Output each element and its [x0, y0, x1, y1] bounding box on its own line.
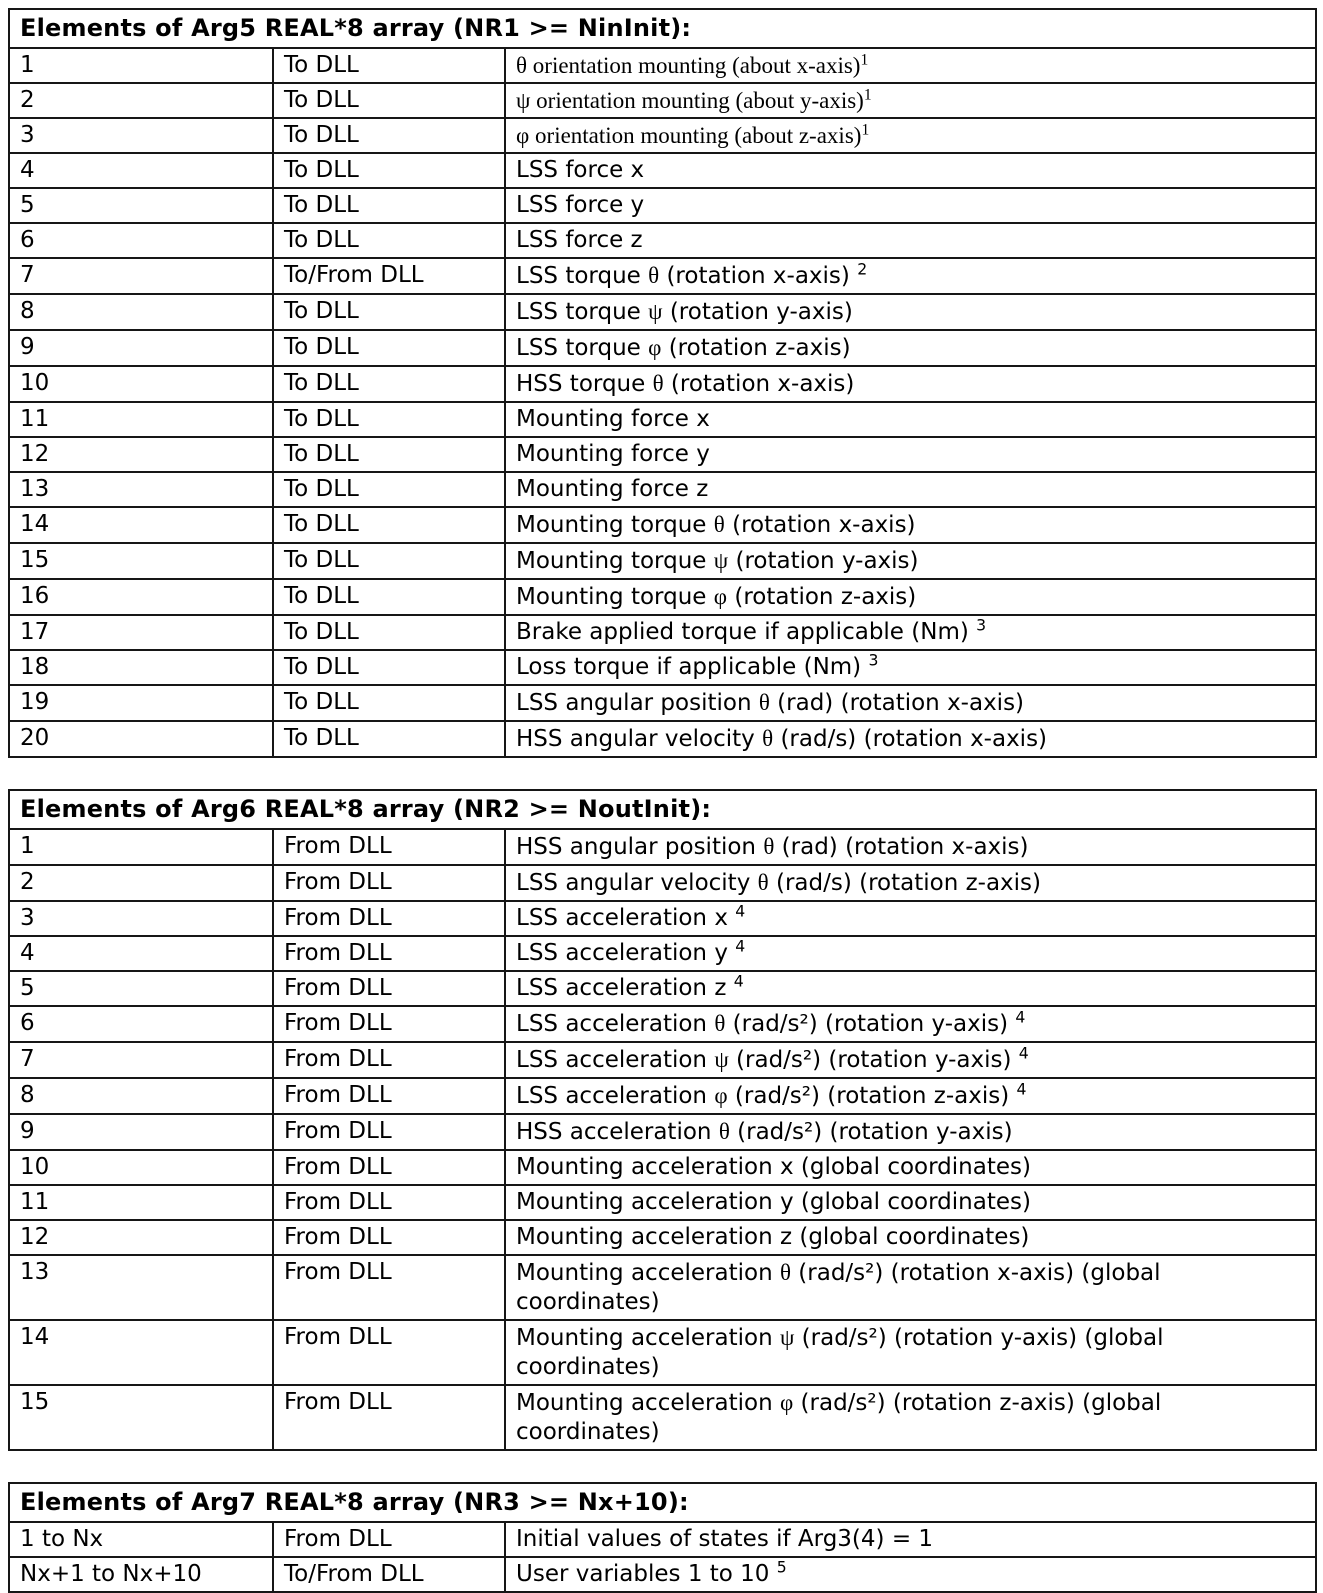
element-index-cell: 11 — [9, 402, 273, 437]
element-index-cell: 12 — [9, 437, 273, 472]
table-row — [9, 366, 1316, 402]
greek-symbol: ψ — [779, 1325, 795, 1350]
spec-table — [8, 8, 1317, 758]
greek-symbol: θ — [718, 1119, 730, 1144]
direction-cell: To DLL — [273, 507, 505, 543]
element-index-cell: 4 — [9, 153, 273, 188]
element-index-cell: 19 — [9, 685, 273, 721]
footnote-marker: 4 — [735, 901, 746, 921]
element-index-cell: 6 — [9, 223, 273, 258]
direction-cell: From DLL — [273, 971, 505, 1006]
element-index-cell: Nx+1 to Nx+10 — [9, 1557, 273, 1592]
table-row — [9, 437, 1316, 472]
element-index-cell: 10 — [9, 1150, 273, 1185]
element-index-cell: 5 — [9, 971, 273, 1006]
direction-cell: From DLL — [273, 1255, 505, 1320]
direction-cell: To DLL — [273, 685, 505, 721]
table-title: Elements of Arg5 REAL*8 array (NR1 >= NinInit): — [9, 9, 1316, 48]
table-header-row — [9, 790, 1316, 829]
table-row — [9, 721, 1316, 757]
tables-root — [8, 8, 1315, 1593]
footnote-marker: 3 — [976, 615, 987, 635]
direction-cell: To DLL — [273, 472, 505, 507]
table-row — [9, 472, 1316, 507]
table-row — [9, 83, 1316, 118]
table-row — [9, 615, 1316, 650]
element-index-cell: 9 — [9, 330, 273, 366]
direction-cell: From DLL — [273, 936, 505, 971]
description-cell: Mounting acceleration y (global coordinates) — [505, 1185, 1316, 1220]
description-cell: HSS torque θ (rotation x-axis) — [505, 366, 1316, 402]
description-cell: LSS acceleration z $^4$ — [505, 971, 1316, 1006]
greek-symbol: φ — [648, 335, 662, 360]
table-row — [9, 1185, 1316, 1220]
greek-symbol: θ — [648, 263, 660, 288]
direction-cell: To DLL — [273, 330, 505, 366]
table-title: Elements of Arg6 REAL*8 array (NR2 >= NoutInit): — [9, 790, 1316, 829]
element-index-cell: 16 — [9, 579, 273, 615]
table-row — [9, 971, 1316, 1006]
element-index-cell: 1 to Nx — [9, 1522, 273, 1557]
table-row — [9, 1320, 1316, 1385]
direction-cell: From DLL — [273, 829, 505, 865]
element-index-cell: 10 — [9, 366, 273, 402]
description-cell: Mounting acceleration z (global coordinates) — [505, 1220, 1316, 1255]
description-cell: LSS acceleration θ (rad/s²) (rotation y-axis) $^4$ — [505, 1006, 1316, 1042]
element-index-cell: 14 — [9, 1320, 273, 1385]
direction-cell: From DLL — [273, 901, 505, 936]
description-cell: Mounting acceleration x (global coordinates) — [505, 1150, 1316, 1185]
description-cell: Brake applied torque if applicable (Nm) $^3$ — [505, 615, 1316, 650]
description-cell: LSS acceleration ψ (rad/s²) (rotation y-axis) $^4$ — [505, 1042, 1316, 1078]
greek-symbol: φ — [779, 1390, 794, 1415]
table-row — [9, 258, 1316, 294]
direction-cell: From DLL — [273, 1078, 505, 1114]
table-header-row — [9, 1483, 1316, 1522]
table-row — [9, 153, 1316, 188]
footnote-marker: 4 — [733, 971, 744, 991]
table-row — [9, 901, 1316, 936]
table-row — [9, 1006, 1316, 1042]
direction-cell: From DLL — [273, 1150, 505, 1185]
direction-cell: From DLL — [273, 1006, 505, 1042]
element-index-cell: 6 — [9, 1006, 273, 1042]
table-row — [9, 294, 1316, 330]
direction-cell: From DLL — [273, 1114, 505, 1150]
greek-symbol: ψ — [714, 1047, 729, 1072]
spec-table — [8, 1482, 1317, 1593]
element-index-cell: 15 — [9, 543, 273, 579]
element-index-cell: 7 — [9, 1042, 273, 1078]
description-cell: Initial values of states if Arg3(4) = 1 — [505, 1522, 1316, 1557]
element-index-cell: 2 — [9, 865, 273, 901]
direction-cell: To DLL — [273, 721, 505, 757]
greek-symbol: θ — [652, 371, 664, 396]
description-cell: Mounting force y — [505, 437, 1316, 472]
table-row — [9, 1150, 1316, 1185]
table-row — [9, 507, 1316, 543]
table-row — [9, 829, 1316, 865]
greek-symbol: θ — [713, 512, 725, 537]
element-index-cell: 20 — [9, 721, 273, 757]
footnote-marker: 1 — [860, 51, 869, 69]
description-cell: LSS angular position θ (rad) (rotation x-axis) — [505, 685, 1316, 721]
direction-cell: To/From DLL — [273, 1557, 505, 1592]
footnote-marker: 4 — [1016, 1079, 1027, 1099]
direction-cell: To DLL — [273, 48, 505, 83]
footnote-marker: 1 — [861, 121, 870, 139]
description-cell: Mounting torque φ (rotation z-axis) — [505, 579, 1316, 615]
table-header-row — [9, 9, 1316, 48]
table-row — [9, 543, 1316, 579]
direction-cell: To DLL — [273, 579, 505, 615]
element-index-cell: 8 — [9, 1078, 273, 1114]
element-index-cell: 14 — [9, 507, 273, 543]
direction-cell: To DLL — [273, 437, 505, 472]
footnote-marker: 5 — [776, 1557, 787, 1577]
direction-cell: From DLL — [273, 1185, 505, 1220]
greek-symbol: φ — [516, 123, 530, 148]
greek-symbol: φ — [713, 584, 728, 609]
description-cell: φ orientation mounting (about z-axis)$^1$ — [505, 118, 1316, 153]
table-row — [9, 1078, 1316, 1114]
direction-cell: To DLL — [273, 153, 505, 188]
element-index-cell: 1 — [9, 48, 273, 83]
table-row — [9, 402, 1316, 437]
table-row — [9, 650, 1316, 685]
footnote-marker: 4 — [735, 936, 746, 956]
table-row — [9, 188, 1316, 223]
element-index-cell: 12 — [9, 1220, 273, 1255]
direction-cell: To DLL — [273, 402, 505, 437]
table-row — [9, 330, 1316, 366]
description-cell: θ orientation mounting (about x-axis)$^1$ — [505, 48, 1316, 83]
element-index-cell: 11 — [9, 1185, 273, 1220]
direction-cell: From DLL — [273, 865, 505, 901]
direction-cell: To DLL — [273, 366, 505, 402]
description-cell: LSS torque ψ (rotation y-axis) — [505, 294, 1316, 330]
element-index-cell: 7 — [9, 258, 273, 294]
greek-symbol: φ — [714, 1083, 728, 1108]
description-cell: Mounting torque ψ (rotation y-axis) — [505, 543, 1316, 579]
element-index-cell: 8 — [9, 294, 273, 330]
element-index-cell: 1 — [9, 829, 273, 865]
description-cell: Mounting acceleration θ (rad/s²) (rotation x-axis) (global coordinates) — [505, 1255, 1316, 1320]
description-cell: LSS force y — [505, 188, 1316, 223]
element-index-cell: 2 — [9, 83, 273, 118]
table-row — [9, 48, 1316, 83]
description-cell: LSS angular velocity θ (rad/s) (rotation z-axis) — [505, 865, 1316, 901]
description-cell: LSS acceleration y $^4$ — [505, 936, 1316, 971]
description-cell: LSS acceleration x $^4$ — [505, 901, 1316, 936]
description-cell: User variables 1 to 10 $^5$ — [505, 1557, 1316, 1592]
table-row — [9, 223, 1316, 258]
direction-cell: From DLL — [273, 1220, 505, 1255]
description-cell: Mounting force z — [505, 472, 1316, 507]
footnote-marker: 4 — [1015, 1007, 1026, 1027]
direction-cell: To/From DLL — [273, 258, 505, 294]
spec-table — [8, 789, 1317, 1451]
element-index-cell: 4 — [9, 936, 273, 971]
description-cell: HSS angular velocity θ (rad/s) (rotation x-axis) — [505, 721, 1316, 757]
element-index-cell: 17 — [9, 615, 273, 650]
footnote-marker: 4 — [1018, 1043, 1029, 1063]
table-row — [9, 1114, 1316, 1150]
description-cell: LSS acceleration φ (rad/s²) (rotation z-axis) $^4$ — [505, 1078, 1316, 1114]
greek-symbol: θ — [714, 1011, 726, 1036]
greek-symbol: ψ — [713, 548, 729, 573]
direction-cell: To DLL — [273, 83, 505, 118]
footnote-marker: 3 — [868, 650, 879, 670]
table-row — [9, 579, 1316, 615]
description-cell: ψ orientation mounting (about y-axis)$^1$ — [505, 83, 1316, 118]
greek-symbol: θ — [758, 690, 770, 715]
description-cell: Mounting acceleration ψ (rad/s²) (rotation y-axis) (global coordinates) — [505, 1320, 1316, 1385]
direction-cell: From DLL — [273, 1042, 505, 1078]
description-cell: Mounting torque θ (rotation x-axis) — [505, 507, 1316, 543]
table-row — [9, 118, 1316, 153]
description-cell: LSS torque θ (rotation x-axis) $^2$ — [505, 258, 1316, 294]
table-title: Elements of Arg7 REAL*8 array (NR3 >= Nx+10): — [9, 1483, 1316, 1522]
element-index-cell: 13 — [9, 1255, 273, 1320]
direction-cell: To DLL — [273, 188, 505, 223]
greek-symbol: θ — [779, 1260, 791, 1285]
greek-symbol: θ — [757, 870, 769, 895]
direction-cell: To DLL — [273, 615, 505, 650]
footnote-marker: 1 — [863, 86, 872, 104]
table-row — [9, 1385, 1316, 1450]
description-cell: Mounting force x — [505, 402, 1316, 437]
table-row — [9, 685, 1316, 721]
greek-symbol: ψ — [516, 88, 531, 113]
description-cell: HSS acceleration θ (rad/s²) (rotation y-axis) — [505, 1114, 1316, 1150]
direction-cell: To DLL — [273, 543, 505, 579]
element-index-cell: 9 — [9, 1114, 273, 1150]
greek-symbol: θ — [516, 53, 528, 78]
element-index-cell: 3 — [9, 118, 273, 153]
direction-cell: From DLL — [273, 1320, 505, 1385]
table-row — [9, 1255, 1316, 1320]
description-cell: HSS angular position θ (rad) (rotation x-axis) — [505, 829, 1316, 865]
greek-symbol: ψ — [648, 299, 663, 324]
element-index-cell: 18 — [9, 650, 273, 685]
direction-cell: To DLL — [273, 650, 505, 685]
element-index-cell: 3 — [9, 901, 273, 936]
description-cell: Loss torque if applicable (Nm) $^3$ — [505, 650, 1316, 685]
description-cell: LSS torque φ (rotation z-axis) — [505, 330, 1316, 366]
table-row — [9, 1042, 1316, 1078]
direction-cell: To DLL — [273, 223, 505, 258]
description-cell: LSS force x — [505, 153, 1316, 188]
footnote-marker: 2 — [857, 259, 868, 279]
element-index-cell: 15 — [9, 1385, 273, 1450]
table-row — [9, 1220, 1316, 1255]
greek-symbol: θ — [762, 726, 774, 751]
direction-cell: To DLL — [273, 118, 505, 153]
direction-cell: From DLL — [273, 1522, 505, 1557]
table-row — [9, 1522, 1316, 1557]
greek-symbol: θ — [763, 834, 775, 859]
table-row — [9, 1557, 1316, 1592]
table-row — [9, 936, 1316, 971]
description-cell: LSS force z — [505, 223, 1316, 258]
element-index-cell: 13 — [9, 472, 273, 507]
table-row — [9, 865, 1316, 901]
direction-cell: From DLL — [273, 1385, 505, 1450]
description-cell: Mounting acceleration φ (rad/s²) (rotation z-axis) (global coordinates) — [505, 1385, 1316, 1450]
direction-cell: To DLL — [273, 294, 505, 330]
element-index-cell: 5 — [9, 188, 273, 223]
